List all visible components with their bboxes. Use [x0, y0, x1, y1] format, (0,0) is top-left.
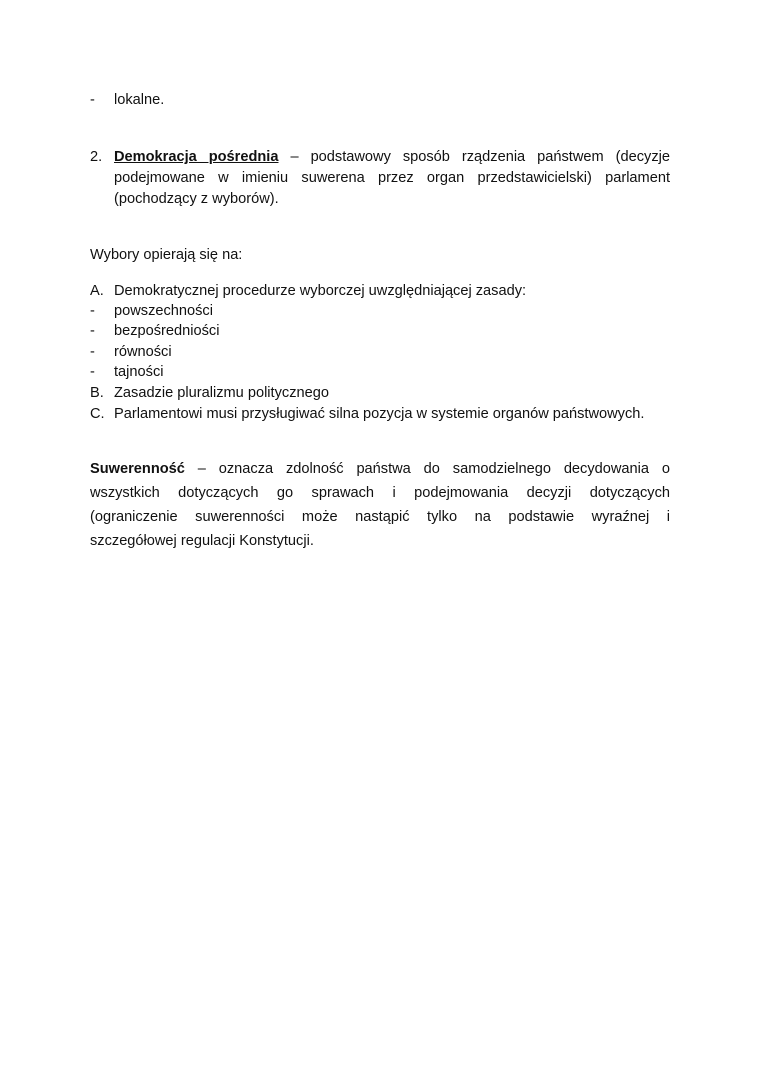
list-item-text: Zasadzie pluralizmu politycznego: [114, 385, 329, 401]
list-marker: 2.: [90, 149, 103, 165]
list-marker: -: [90, 303, 95, 319]
term-suwerennosc: Suwerenność: [90, 461, 185, 477]
list-marker: -: [90, 323, 95, 339]
sovereignty-line-4: szczegółowej regulacji Konstytucji.: [90, 533, 314, 549]
list-item-text: Demokratycznej procedurze wyborczej uwzględniającej zasady:: [114, 283, 527, 299]
sovereignty-paragraph: [90, 457, 670, 553]
list-marker: B.: [90, 385, 104, 401]
sovereignty-line-2: wszystkich dotyczących go sprawach i podejmowania decyzji dotyczących: [90, 485, 670, 501]
numbered-line-1-rest: – podstawowy sposób rządzenia państwem (decyzje: [278, 149, 670, 165]
list-item-text: równości: [114, 344, 172, 360]
list-marker: A.: [90, 283, 104, 299]
sovereignty-line-1-rest: – oznacza zdolność państwa do samodzielnego decydowania o: [184, 461, 670, 477]
list-marker: -: [90, 92, 95, 108]
numbered-line-3: (pochodzący z wyborów).: [114, 191, 279, 207]
list-item-text: Parlamentowi musi przysługiwać silna pozycja w systemie organów państwowych.: [114, 406, 645, 422]
term-demokracja-posrednia: Demokracja pośrednia: [114, 149, 279, 165]
list-item-text: bezpośredniości: [114, 323, 220, 339]
list-marker: -: [90, 364, 95, 380]
elections-intro: Wybory opierają się na:: [90, 247, 243, 263]
sovereignty-line-3: (ograniczenie suwerenności może nastąpić tylko na podstawie wyraźnej i: [90, 509, 670, 525]
list-marker: C.: [90, 406, 105, 422]
list-item-text: powszechności: [114, 303, 213, 319]
list-marker: -: [90, 344, 95, 360]
numbered-line-1: [114, 147, 670, 167]
list-item-text: tajności: [114, 364, 164, 380]
sovereignty-line-1: [90, 457, 670, 481]
numbered-line-2: podejmowane w imieniu suwerena przez organ przedstawicielski) parlament: [114, 170, 670, 186]
list-item-text: lokalne.: [114, 92, 165, 108]
